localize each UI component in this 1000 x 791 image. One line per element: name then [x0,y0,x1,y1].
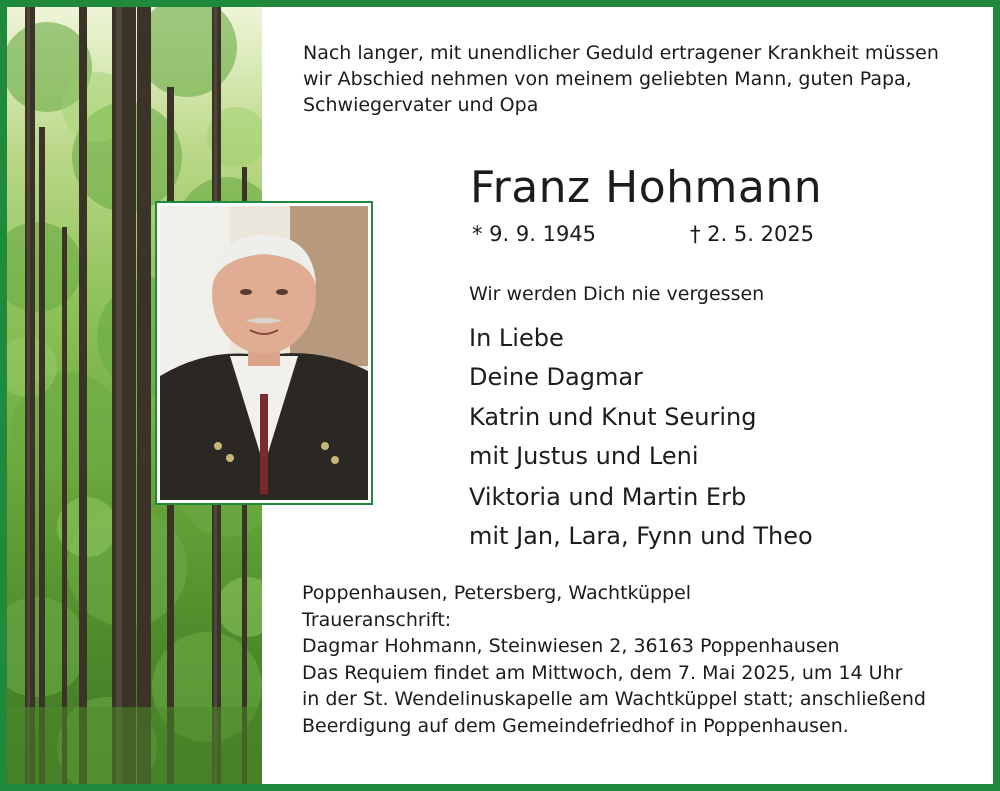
footer-line: in der St. Wendelinuskapelle am Wachtküppel statt; anschließend [302,688,926,710]
footer-line: Beerdigung auf dem Gemeindefriedhof in Poppenhausen. [302,714,849,737]
intro-line: Schwiegervater und Opa [303,94,539,116]
portrait-frame [155,201,373,505]
intro-line: wir Abschied nehmen von meinem geliebten Mann, guten Papa, [303,68,912,90]
mourner-line: Deine Dagmar [469,363,643,391]
mourner-line: Katrin und Knut Seuring [469,403,757,431]
footer-text [302,580,926,739]
footer-line: Poppenhausen, Petersberg, Wachtküppel [302,582,692,604]
mourner-line: mit Justus und Leni [469,442,699,470]
mourner-line: Viktoria und Martin Erb [469,483,747,511]
portrait-photo [160,206,368,500]
mourner-line: mit Jan, Lara, Fynn und Theo [469,522,813,550]
mourner-group [469,478,813,556]
mourner-line: In Liebe [469,324,564,352]
mourner-group [469,319,643,397]
intro-text [303,40,939,118]
never-forget-text: Wir werden Dich nie vergessen [469,283,765,305]
deceased-name: Franz Hohmann [470,162,823,213]
birth-date: * 9. 9. 1945 [472,222,597,246]
mourner-group [469,398,756,476]
intro-line: Nach langer, mit unendlicher Geduld ertragener Krankheit müssen [303,42,939,64]
footer-line: Das Requiem findet am Mittwoch, dem 7. Mai 2025, um 14 Uhr [302,661,903,684]
death-date: † 2. 5. 2025 [690,222,815,246]
footer-line: Traueranschrift: [302,608,452,631]
footer-line: Dagmar Hohmann, Steinwiesen 2, 36163 Poppenhausen [302,635,840,657]
